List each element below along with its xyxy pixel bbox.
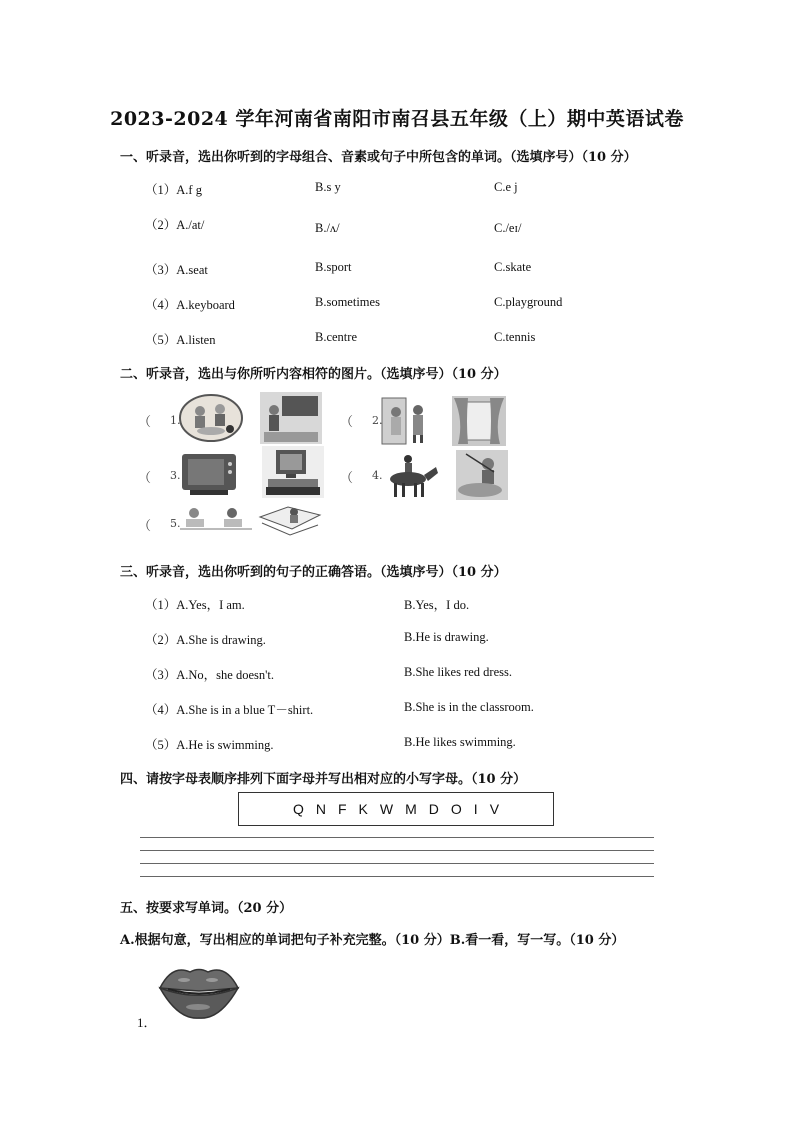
s3-row2-b: B.He is drawing.: [404, 630, 489, 644]
s3-row2-a: （2）A.She is drawing.: [145, 633, 266, 647]
s1-row2-c: C./eɪ/: [494, 221, 522, 235]
reading-book-picture: [258, 503, 322, 541]
pic-label-2: 2.: [372, 414, 383, 427]
letter: N: [315, 801, 326, 817]
pic-label-1: 1.: [170, 414, 181, 427]
tv-picture: [180, 450, 238, 496]
s1-row3-c: C.skate: [494, 260, 532, 274]
s1-row5-c: C.tennis: [494, 330, 536, 344]
section-5-subheading: A.根据句意，写出相应的单词把句子补充完整。（10 分）B.看一看，写一写。（10 分）: [120, 933, 625, 948]
letter: V: [489, 801, 500, 817]
writing-line[interactable]: [140, 837, 654, 838]
letter: F: [337, 801, 347, 817]
s1-row4-b: B.sometimes: [315, 295, 380, 309]
window-curtain-picture: [452, 396, 506, 446]
section-5-heading: 五、按要求写单词。（20 分）: [120, 901, 293, 916]
section-4-heading: 四、请按字母表顺序排列下面字母并写出相对应的小写字母。（10 分）: [120, 772, 527, 787]
kids-at-door-picture: [378, 396, 434, 446]
s1-row2-b: B./ʌ/: [315, 221, 340, 235]
letter: D: [428, 801, 439, 817]
s3-row1-b: B.Yes，I do.: [404, 598, 470, 612]
horse-riding-picture: [382, 453, 440, 499]
lips-icon: [158, 960, 240, 1022]
fishing-picture: [456, 450, 508, 500]
paren: （: [138, 471, 152, 486]
pic-label-4: 4.: [372, 469, 383, 482]
letter: O: [450, 801, 462, 817]
page-title: 2023-2024 学年河南省南阳市南召县五年级（上）期中英语试卷: [110, 108, 684, 130]
s1-row1-c: C.e j: [494, 180, 518, 194]
letter: I: [473, 801, 478, 817]
s3-row1-a: （1）A.Yes，I am.: [145, 598, 245, 612]
section-1-heading: 一、听录音，选出你听到的字母组合、音素或句子中所包含的单词。（选填序号）（10 分）: [120, 150, 637, 165]
s1-row1-a: （1）A.f g: [145, 183, 202, 197]
paren: （: [340, 471, 354, 486]
letter: Q: [292, 801, 304, 817]
paren: （: [340, 415, 354, 430]
s1-row4-c: C.playground: [494, 295, 563, 309]
writing-line[interactable]: [140, 863, 654, 864]
s1-row1-b: B.s y: [315, 180, 341, 194]
letter: M: [405, 801, 417, 817]
s3-row5-b: B.He likes swimming.: [404, 735, 516, 749]
letter: K: [358, 801, 368, 817]
children-playing-picture: [178, 393, 244, 443]
section-2-heading: 二、听录音，选出与你所听内容相符的图片。（选填序号）（10 分）: [120, 367, 507, 382]
s3-row3-b: B.She likes red dress.: [404, 665, 512, 679]
writing-line[interactable]: [140, 850, 654, 851]
letter: W: [379, 801, 394, 817]
section-3-heading: 三、听录音，选出你听到的句子的正确答语。（选填序号）（10 分）: [120, 565, 507, 580]
pic-label-5: 5.: [170, 517, 181, 530]
s1-row5-b: B.centre: [315, 330, 357, 344]
s1-row4-a: （4）A.keyboard: [145, 298, 235, 312]
pic-label-3: 3.: [170, 469, 181, 482]
classroom-teacher-picture: [260, 392, 322, 444]
s3-row4-a: （4）A.She is in a blue T－shirt.: [145, 703, 314, 717]
s1-row5-a: （5）A.listen: [145, 333, 216, 347]
s3-row3-a: （3）A.No，she doesn't.: [145, 668, 274, 682]
s3-row5-a: （5）A.He is swimming.: [145, 738, 274, 752]
s1-row3-a: （3）A.seat: [145, 263, 208, 277]
writing-line[interactable]: [140, 876, 654, 877]
paren: （: [138, 519, 152, 534]
s1-row3-b: B.sport: [315, 260, 352, 274]
letters-box: [238, 792, 554, 826]
item-1-label: 1．: [137, 1015, 157, 1030]
computer-picture: [262, 446, 324, 498]
kids-reading-picture: [180, 503, 252, 533]
s3-row4-b: B.She is in the classroom.: [404, 700, 534, 714]
paren: （: [138, 415, 152, 430]
s1-row2-a: （2）A./at/: [145, 218, 205, 232]
